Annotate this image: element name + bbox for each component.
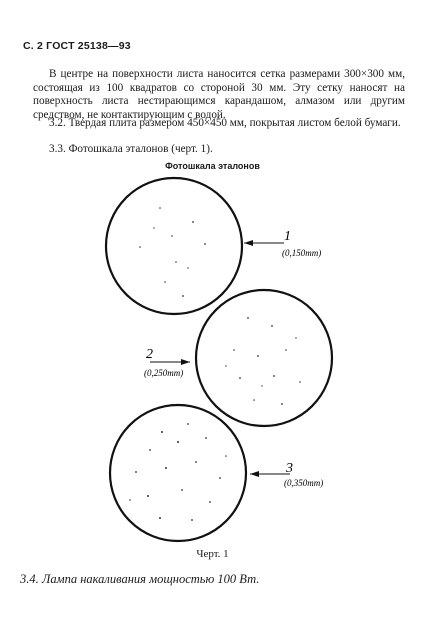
- standard-3-value: (0,350mm): [284, 478, 324, 488]
- standard-1-number: 1: [284, 229, 291, 244]
- standard-1-circle: [106, 178, 242, 314]
- figure-caption: Черт. 1: [196, 548, 229, 560]
- standard-2-circle: [196, 290, 332, 426]
- standard-2-dots: [225, 317, 301, 405]
- standard-1-dots: [139, 207, 206, 297]
- standard-3: [110, 405, 323, 541]
- standard-3-dots: [129, 423, 227, 521]
- figure-title: Фотошкала эталонов: [165, 161, 260, 171]
- standard-2-number: 2: [146, 347, 153, 362]
- standard-3-circle: [110, 405, 246, 541]
- standard-1-value: (0,150mm): [282, 248, 322, 258]
- standard-3-number: 3: [286, 461, 293, 476]
- paragraph-3-3: 3.3. Фотошкала эталонов (черт. 1).: [49, 143, 213, 155]
- page-header: С. 2 ГОСТ 25138—93: [23, 40, 131, 52]
- paragraph-3-4: 3.4. Лампа накаливания мощностью 100 Вт.: [20, 572, 260, 586]
- paragraph-grid-description: В центре на поверхности листа наносится сетка размерами 300×300 мм, состоящая из 100 квадратов со стороной 30 мм. Эту сетку наносят на поверхность листа нестирающимся карандашом, алмазом или другим средством, не контактирующим с водой.: [33, 68, 405, 121]
- paragraph-3-2: 3.2. Твердая плита размером 450×450 мм, покрытая листом белой бумаги.: [49, 117, 401, 129]
- standard-2-value: (0,250mm): [144, 368, 184, 378]
